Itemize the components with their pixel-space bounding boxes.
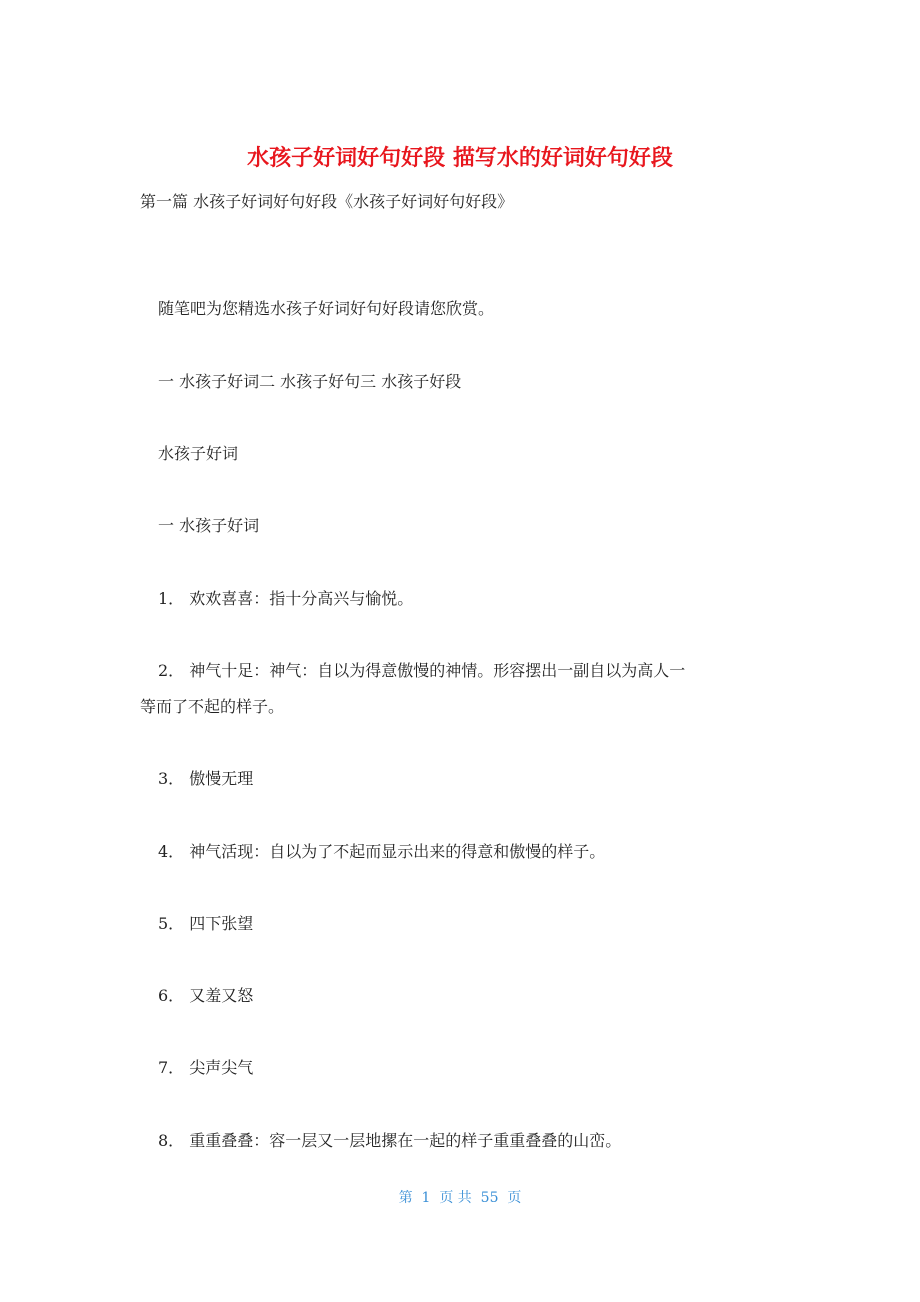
document-title: 水孩子好词好句好段 描写水的好词好句好段: [247, 146, 673, 171]
list-item: 3． 傲慢无理: [158, 769, 254, 788]
page-footer: 第 1 页 共 55 页: [398, 1190, 522, 1206]
paragraph-toc: 一 水孩子好词二 水孩子好句三 水孩子好段: [158, 372, 462, 391]
paragraph-intro: 随笔吧为您精选水孩子好词好句好段请您欣赏。: [158, 299, 495, 318]
section-heading: 水孩子好词: [158, 444, 239, 463]
list-item: 6． 又羞又怒: [158, 986, 254, 1005]
subsection-heading: 一 水孩子好词: [158, 516, 260, 535]
list-item: 5． 四下张望: [158, 914, 254, 933]
list-item: 7． 尖声尖气: [158, 1058, 254, 1077]
list-item: 1． 欢欢喜喜：指十分高兴与愉悦。: [158, 589, 414, 608]
list-item: 2． 神气十足：神气：自以为得意傲慢的神情。形容摆出一副自以为高人一: [158, 661, 686, 680]
list-item-continuation: 等而了不起的样子。: [140, 697, 285, 716]
list-item: 8． 重重叠叠：容一层又一层地摞在一起的样子重重叠叠的山峦。: [158, 1131, 622, 1150]
list-item: 4． 神气活现：自以为了不起而显示出来的得意和傲慢的样子。: [158, 842, 606, 861]
document-subtitle: 第一篇 水孩子好词好句好段《水孩子好词好句好段》: [140, 192, 514, 211]
